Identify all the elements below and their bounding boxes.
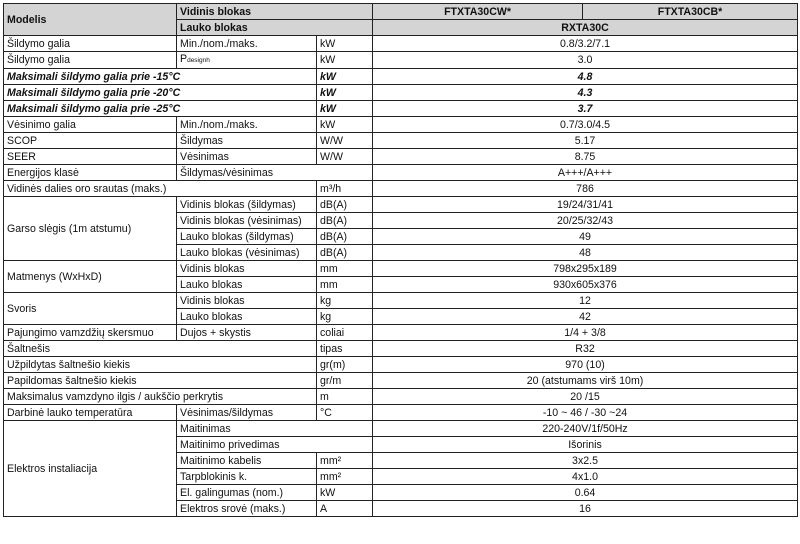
row-condition: Vėsinimas/šildymas [177, 405, 317, 421]
row-unit: coliai [317, 325, 373, 341]
row-unit: °C [317, 405, 373, 421]
row-label: Pajungimo vamzdžių skersmuo [4, 325, 177, 341]
group-label-sound: Garso slėgis (1m atstumu) [4, 197, 177, 261]
table-row [4, 117, 798, 133]
row-value: 0.7/3.0/4.5 [373, 117, 798, 133]
row-value: 4x1.0 [373, 469, 798, 485]
row-condition: Maitinimo kabelis [177, 453, 317, 469]
row-condition: Elektros srovė (maks.) [177, 501, 317, 517]
row-condition: Vidinis blokas [177, 293, 317, 309]
row-unit: mm² [317, 453, 373, 469]
row-condition: Maitinimas [177, 421, 373, 437]
row-label: Šildymo galia [4, 52, 177, 69]
row-condition: Min./nom./maks. [177, 117, 317, 133]
pdesign-subscript: designh [187, 57, 210, 64]
row-label: SEER [4, 149, 177, 165]
row-unit: kg [317, 293, 373, 309]
row-condition [177, 52, 317, 69]
row-unit: gr/m [317, 373, 373, 389]
table-row [4, 197, 798, 213]
table-row [4, 149, 798, 165]
row-condition: Dujos + skystis [177, 325, 317, 341]
row-value: -10 ~ 46 / -30 ~24 [373, 405, 798, 421]
table-row [4, 181, 798, 197]
outdoor-model: RXTA30C [373, 20, 798, 36]
row-label: Vidinės dalies oro srautas (maks.) [4, 181, 317, 197]
row-condition: Maitinimo privedimas [177, 437, 373, 453]
row-label: Šaltnešis [4, 341, 317, 357]
row-value: 930x605x376 [373, 277, 798, 293]
row-unit: mm [317, 277, 373, 293]
row-label: Papildomas šaltnešio kiekis [4, 373, 317, 389]
row-condition: Šildymas [177, 133, 317, 149]
row-unit: kW [317, 85, 373, 101]
row-unit: kW [317, 485, 373, 501]
table-row [4, 341, 798, 357]
row-label: Darbinė lauko temperatūra [4, 405, 177, 421]
row-label: Užpildytas šaltnešio kiekis [4, 357, 317, 373]
table-row [4, 373, 798, 389]
row-value: 0.8/3.2/7.1 [373, 36, 798, 52]
row-unit: kW [317, 69, 373, 85]
table-row [4, 85, 798, 101]
group-label-electrical: Elektros instaliacija [4, 421, 177, 517]
pdesign-symbol: P [180, 53, 188, 65]
table-row [4, 405, 798, 421]
row-value: 42 [373, 309, 798, 325]
row-unit: mm [317, 261, 373, 277]
specifications-table [3, 3, 798, 517]
indoor-unit-label: Vidinis blokas [177, 4, 373, 20]
table-row [4, 101, 798, 117]
row-unit: kg [317, 309, 373, 325]
row-unit: dB(A) [317, 229, 373, 245]
table-row [4, 165, 798, 181]
table-row [4, 389, 798, 405]
row-label: SCOP [4, 133, 177, 149]
row-unit: tipas [317, 341, 373, 357]
model-cw: FTXTA30CW* [373, 4, 583, 20]
table-row [4, 325, 798, 341]
row-unit: mm² [317, 469, 373, 485]
row-value: 3.0 [373, 52, 798, 69]
table-row [4, 357, 798, 373]
table-row [4, 261, 798, 277]
row-value: 786 [373, 181, 798, 197]
row-value: 5.17 [373, 133, 798, 149]
row-value: 3x2.5 [373, 453, 798, 469]
row-condition: Min./nom./maks. [177, 36, 317, 52]
table-row [4, 133, 798, 149]
row-condition: Vidinis blokas [177, 261, 317, 277]
row-unit: A [317, 501, 373, 517]
row-unit: m³/h [317, 181, 373, 197]
row-label: Maksimalus vamzdyno ilgis / aukščio perkrytis [4, 389, 317, 405]
row-condition: Lauko blokas (vėsinimas) [177, 245, 317, 261]
row-value: 19/24/31/41 [373, 197, 798, 213]
row-condition: Šildymas/vėsinimas [177, 165, 373, 181]
row-value: 798x295x189 [373, 261, 798, 277]
row-value: 4.8 [373, 69, 798, 85]
row-value: Išorinis [373, 437, 798, 453]
row-value: 48 [373, 245, 798, 261]
row-value: 20/25/32/43 [373, 213, 798, 229]
table-row [4, 36, 798, 52]
table-row [4, 52, 798, 69]
row-value: 3.7 [373, 101, 798, 117]
row-condition: Lauko blokas (šildymas) [177, 229, 317, 245]
row-unit: kW [317, 117, 373, 133]
row-value: 12 [373, 293, 798, 309]
row-value: 0.64 [373, 485, 798, 501]
table-row [4, 293, 798, 309]
row-condition: Vidinis blokas (vėsinimas) [177, 213, 317, 229]
row-value: 220-240V/1f/50Hz [373, 421, 798, 437]
row-condition: Tarpblokinis k. [177, 469, 317, 485]
row-unit: gr(m) [317, 357, 373, 373]
row-value: 49 [373, 229, 798, 245]
row-value: 20 (atstumams virš 10m) [373, 373, 798, 389]
model-cb: FTXTA30CB* [583, 4, 798, 20]
row-value: R32 [373, 341, 798, 357]
row-label: Vėsinimo galia [4, 117, 177, 133]
row-value: 8.75 [373, 149, 798, 165]
row-unit: kW [317, 101, 373, 117]
row-condition: Vidinis blokas (šildymas) [177, 197, 317, 213]
row-label: Maksimali šildymo galia prie -25°C [4, 101, 317, 117]
row-label: Šildymo galia [4, 36, 177, 52]
row-unit: W/W [317, 149, 373, 165]
row-value: 16 [373, 501, 798, 517]
row-value: 20 /15 [373, 389, 798, 405]
row-label: Energijos klasė [4, 165, 177, 181]
row-unit: dB(A) [317, 213, 373, 229]
model-header: Modelis [4, 4, 177, 36]
outdoor-unit-label: Lauko blokas [177, 20, 373, 36]
row-label: Maksimali šildymo galia prie -15°C [4, 69, 317, 85]
group-label-dimensions: Matmenys (WxHxD) [4, 261, 177, 293]
group-label-weight: Svoris [4, 293, 177, 325]
row-unit: dB(A) [317, 245, 373, 261]
row-unit: W/W [317, 133, 373, 149]
row-unit: kW [317, 52, 373, 69]
table-row [4, 69, 798, 85]
row-unit: kW [317, 36, 373, 52]
row-label: Maksimali šildymo galia prie -20°C [4, 85, 317, 101]
row-condition: El. galingumas (nom.) [177, 485, 317, 501]
row-value: 970 (10) [373, 357, 798, 373]
row-unit: dB(A) [317, 197, 373, 213]
row-value: 4.3 [373, 85, 798, 101]
row-unit: m [317, 389, 373, 405]
row-value: 1/4 + 3/8 [373, 325, 798, 341]
row-condition: Lauko blokas [177, 277, 317, 293]
table-row [4, 421, 798, 437]
header-row-indoor [4, 4, 798, 20]
row-value: A+++/A+++ [373, 165, 798, 181]
row-condition: Vėsinimas [177, 149, 317, 165]
row-condition: Lauko blokas [177, 309, 317, 325]
